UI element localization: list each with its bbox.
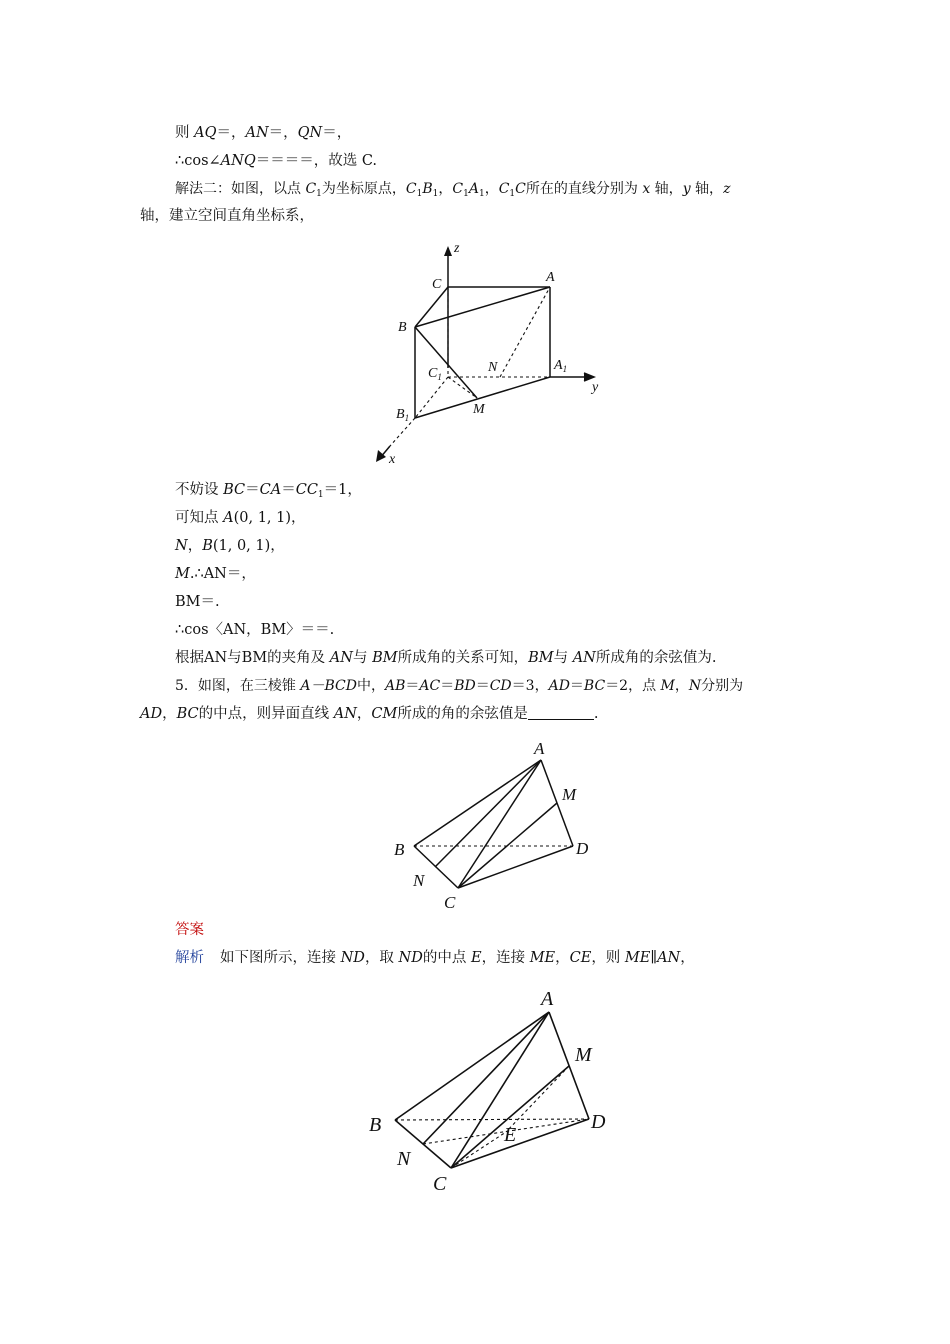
label-A: A: [546, 270, 555, 285]
label-B1: $B_1$: [396, 407, 410, 423]
answer-heading: 答案: [175, 922, 204, 938]
fig2-label-A: A: [534, 739, 545, 758]
fig2-label-N: N: [413, 871, 425, 890]
text-line-3: 解法二：如图，以点 $C_1$为坐标原点，$C_1B_1$，$C_1A_1$，$C_1C$所在的直线分别为 x 轴，y 轴，z: [175, 181, 731, 199]
label-M: M: [473, 402, 485, 417]
figure-tetrahedron-with-E: [355, 978, 630, 1200]
fig3-label-E: E: [504, 1124, 517, 1146]
fig3-label-D: D: [591, 1111, 606, 1133]
figure-prism-coordinates: [372, 236, 612, 476]
label-B: B: [398, 320, 407, 335]
fig3-label-N: N: [397, 1148, 411, 1170]
text-line-1: 则 AQ＝，AN＝，QN＝，: [175, 125, 352, 141]
text-line-10: ∴cos〈AN，BM〉＝＝.: [175, 622, 335, 638]
label-z: z: [454, 241, 460, 256]
text-line-7: N，B(1, 0, 1)，: [175, 538, 285, 554]
text-line-11: 根据AN与BM的夹角及 AN与 BM所成角的关系可知，BM与 AN所成角的余弦值为.: [175, 650, 717, 666]
label-x: x: [389, 452, 396, 467]
text-line-4: 轴，建立空间直角坐标系，: [140, 208, 314, 224]
label-N: N: [488, 360, 498, 375]
problem-5-line-2: AD，BC的中点，则异面直线 AN，CM所成的角的余弦值是 .: [140, 706, 599, 722]
fig3-label-C: C: [433, 1173, 447, 1195]
answer-blank: [528, 705, 594, 720]
fig3-label-B: B: [369, 1114, 382, 1136]
label-C1: $C_1$: [428, 366, 442, 382]
fig3-label-A: A: [541, 988, 554, 1010]
text-line-5: 不妨设 $BC=CA=CC_1=1$，: [175, 482, 362, 500]
fig2-label-D: D: [576, 839, 589, 858]
label-C: C: [432, 277, 442, 292]
fig2-label-M: M: [562, 785, 577, 804]
fig2-label-C: C: [444, 893, 456, 912]
fig2-label-B: B: [394, 840, 405, 859]
figure-tetrahedron: [388, 730, 608, 915]
label-y: y: [592, 380, 599, 395]
label-A1: $A_1$: [554, 358, 568, 374]
fig3-label-M: M: [575, 1044, 592, 1066]
text-line-9: BM＝.: [175, 594, 220, 610]
text-line-6: 可知点 A(0, 1, 1)，: [175, 510, 306, 526]
text-line-2: ∴cos∠ANQ＝＝＝＝，故选 C.: [175, 153, 378, 169]
explanation-line: 解析 如下图所示，连接 ND，取 ND的中点 E，连接 ME，CE，则 ME∥AN，: [175, 950, 695, 966]
problem-5-line-1: 5．如图，在三棱锥 A－BCD中，AB＝AC＝BD＝CD＝3，AD＝BC＝2，点 M，N分别为: [175, 678, 744, 694]
text-line-8: M.∴AN＝，: [175, 566, 256, 582]
